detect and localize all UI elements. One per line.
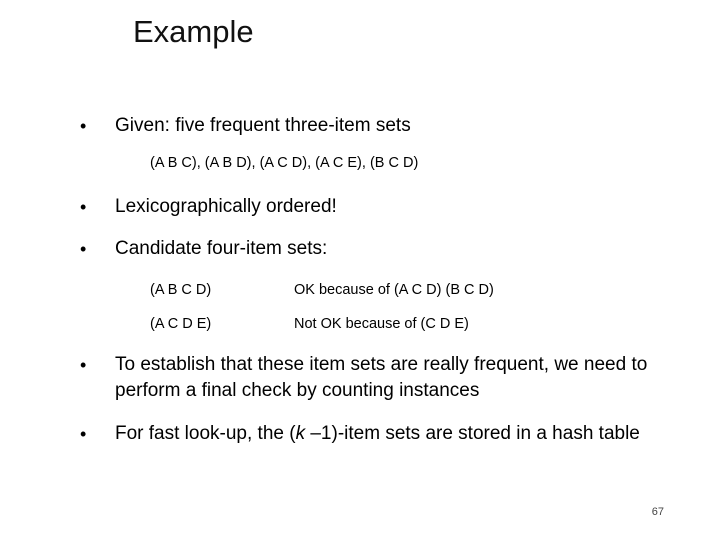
candidate-note: OK because of (A C D) (B C D) [294,282,494,298]
slide-title: Example [133,14,254,49]
bullet-marker: • [80,116,87,136]
page-number: 67 [651,506,664,518]
bullet-marker: • [80,239,87,259]
text-before: For fast look-up, the ( [115,423,296,444]
text-after: –1)-item sets are stored in a hash table [305,423,640,444]
bullet-text [115,421,675,447]
bullet-marker: • [80,355,87,375]
candidate-set: (A B C D) [150,282,212,298]
bullet-text: Given: five frequent three-item sets [115,115,411,136]
candidate-note: Not OK because of (C D E) [294,316,469,332]
bullet-text: Lexicographically ordered! [115,196,337,217]
bullet-marker: • [80,424,87,444]
bullet-marker: • [80,197,87,217]
bullet-text: To establish that these item sets are really frequent, we need to perform a final check by counting instances [115,354,648,401]
variable-k: k [295,423,306,444]
frequent-sets-list: (A B C), (A B D), (A C D), (A C E), (B C D) [150,155,419,171]
bullet-text: Candidate four-item sets: [115,238,328,259]
candidate-set: (A C D E) [150,316,212,332]
